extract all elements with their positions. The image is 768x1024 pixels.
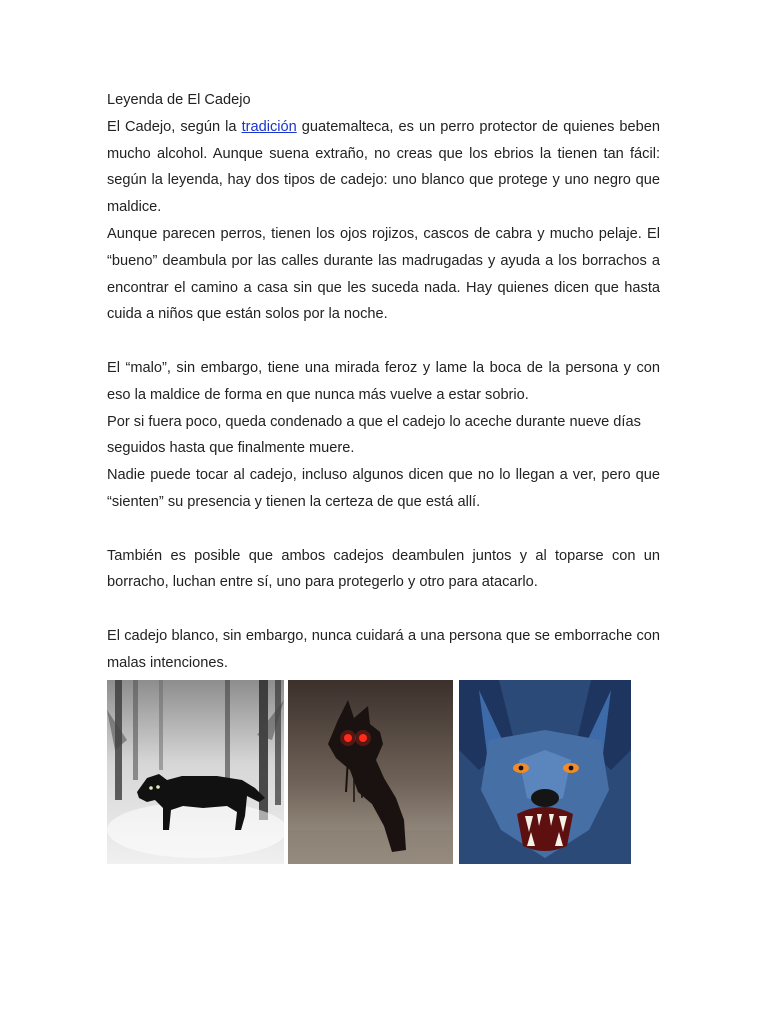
- paragraph-condenado: Por si fuera poco, queda condenado a que el cadejo lo aceche durante nueve días seguidos hasta que finalmente muere.: [107, 413, 641, 457]
- document-body: [107, 87, 660, 677]
- wolf-silhouette-icon: [107, 680, 284, 864]
- blank-line: [107, 596, 660, 623]
- snarling-blue-wolf: [459, 680, 631, 864]
- document-title: Leyenda de El Cadejo: [107, 92, 251, 108]
- dark-creature-red-eyes: [288, 680, 453, 864]
- wolf-face-icon: [459, 680, 631, 864]
- blank-line: [107, 516, 660, 543]
- red-eyed-beast-icon: [288, 680, 453, 864]
- black-dog-in-misty-forest: [107, 680, 284, 864]
- paragraph-intro-start: El Cadejo, según la: [107, 118, 242, 135]
- paragraph-blanco: El cadejo blanco, sin embargo, nunca cuidará a una persona que se emborrache con malas intenciones.: [107, 627, 660, 671]
- paragraph-intro-rest: guatemalteca, es un perro protector de quienes beben mucho alcohol. Aunque suena extraño, no creas que los ebrios la tienen tan fácil: según la leyenda, hay dos tipos de cadejo: uno blanco que protege y uno negro que maldice.: [107, 118, 660, 216]
- blank-line: [107, 328, 660, 355]
- paragraph-malo: El “malo”, sin embargo, tiene una mirada feroz y lame la boca de la persona y con eso la maldice de forma en que nunca más vuelve a estar sobrio.: [107, 359, 660, 403]
- paragraph-appearance: Aunque parecen perros, tienen los ojos rojizos, cascos de cabra y mucho pelaje. El “bueno” deambula por las calles durante las madrugadas y ayuda a los borrachos a encontrar el camino a casa sin que les suceda nada. Hay quienes dicen que hasta cuida a niños que están solos por la noche.: [107, 225, 660, 323]
- tradicion-link[interactable]: tradición: [241, 118, 297, 135]
- paragraph-intro: [107, 114, 660, 221]
- paragraph-presencia: Nadie puede tocar al cadejo, incluso algunos dicen que no lo llegan a ver, pero que “sienten” su presencia y tienen la certeza de que está allí.: [107, 467, 660, 510]
- paragraph-ambos: También es posible que ambos cadejos deambulen juntos y al toparse con un borracho, luchan entre sí, uno para protegerlo y otro para atacarlo.: [107, 547, 660, 591]
